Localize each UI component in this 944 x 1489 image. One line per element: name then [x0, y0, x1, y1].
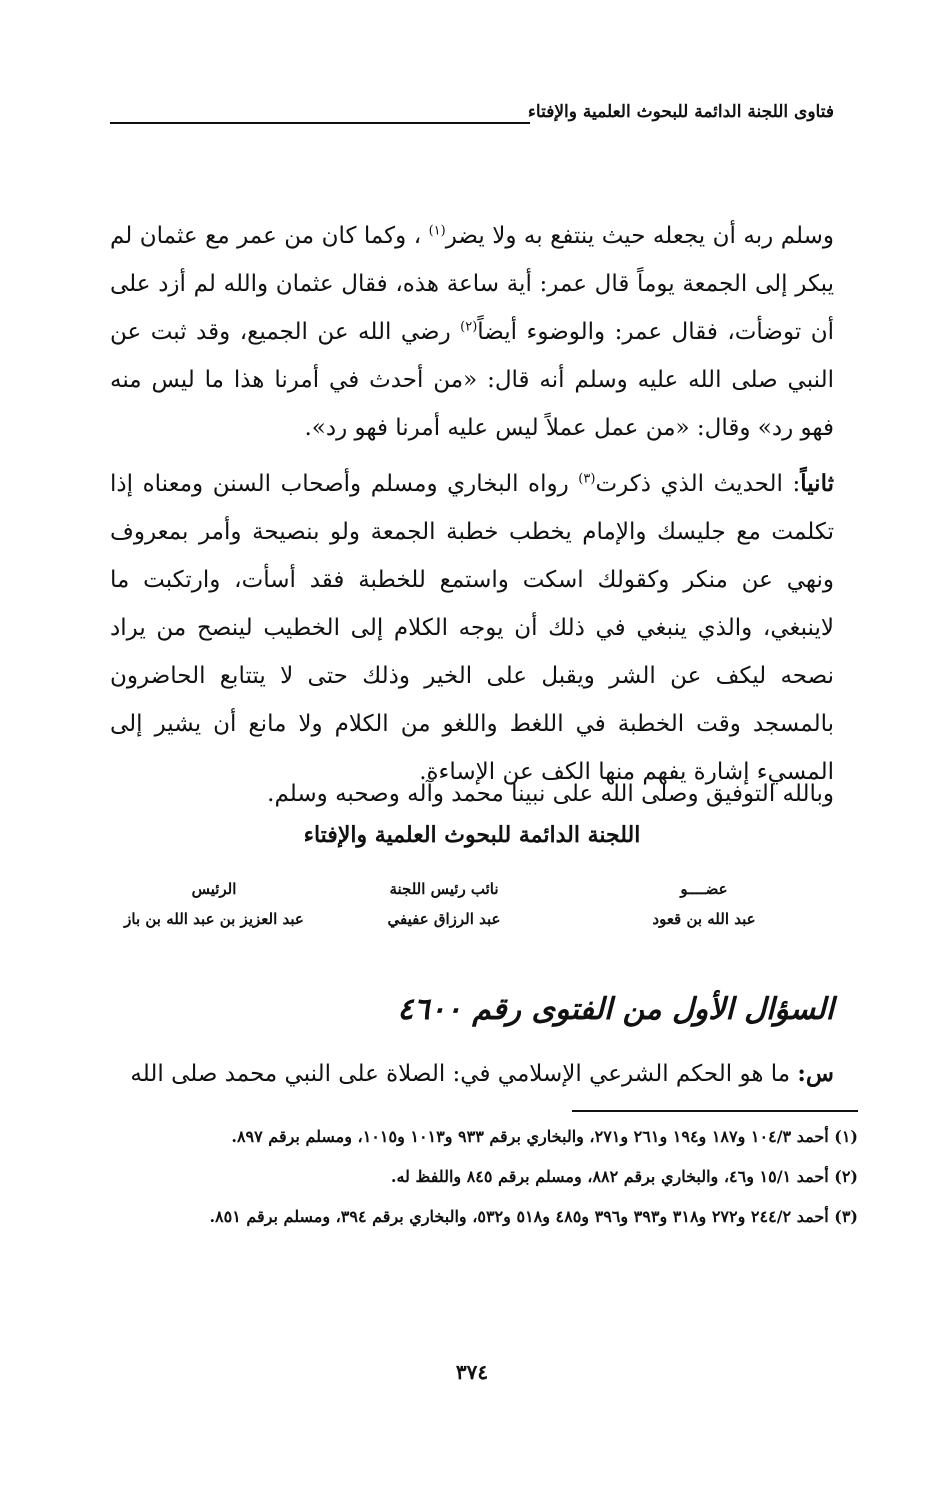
paragraph-1-text-c: رضي الله عن الجميع، وقد ثبت عن النبي صلى الله عليه وسلم أنه قال: «من أحدث في أمرنا هذا ما ليس منه فهو رد» وقال: «من عمل عملاً ليس عليه أمرنا فهو رد». — [110, 319, 834, 441]
signatory-role: الرئيس — [191, 880, 237, 898]
paragraph-1-text-a: وسلم ربه أن يجعله حيث ينتفع به ولا يضر — [445, 223, 834, 249]
signatory-member — [594, 874, 814, 934]
footnote-1: (١) أحمد ١٠٤/٣ و١٨٧ و١٩٤ و٢٦١ و٢٧١، والبخاري برقم ٩٣٣ و١٠١٣ و١٠١٥، ومسلم برقم ٨٩٧. — [231, 1127, 858, 1146]
footnote-ref-3: (٣) — [578, 471, 596, 487]
committee-name: اللجنة الدائمة للبحوث العلمية والإفتاء — [303, 822, 641, 848]
footnote-ref-1: (١) — [428, 223, 446, 239]
paragraph-2-text-b: رواه البخاري ومسلم وأصحاب السنن ومعناه إذا تكلمت مع جليسك والإمام يخطب خطبة الجمعة ولو بنصيحة وأمر بمعروف ونهي عن منكر وكقولك اسكت واستمع للخطبة فقد أسأت، وارتكبت ما لاينبغي، والذي ينبغي في ذلك أن يوجه الكلام إلى الخطيب لينصح من يراد نصحه ليكف عن الشر ويقبل على الخير وذلك حتى لا يتتابع الحاضرون بالمسجد وقت الخطبة في اللغط واللغو من الكلام ولا مانع أن يشير إلى المسيء إشارة يفهم منها الكف عن الإساءة. — [110, 471, 834, 785]
paragraph-2-lead: ثانياً — [800, 470, 834, 497]
signatory-name: عبد الله بن قعود — [652, 910, 756, 928]
signatory-name: عبد الرزاق عفيفي — [387, 910, 501, 928]
page-number: ٣٧٤ — [455, 1360, 489, 1384]
paragraph-2 — [110, 460, 834, 796]
question-label: س: — [797, 1060, 834, 1087]
footnote-3: (٣) أحمد ٢٤٤/٢ و٢٧٢ و٣١٨ و٣٩٣ و٣٩٦ و٤٨٥ و٥١٨ و٥٣٢، والبخاري برقم ٣٩٤، ومسلم برقم ٨٥١. — [209, 1207, 858, 1226]
question-text: ما هو الحكم الشرعي الإسلامي في: الصلاة على النبي محمد صلى الله — [130, 1061, 798, 1087]
paragraph-1-text-b: ، وكما كان من عمر مع عثمان لم يبكر إلى الجمعة يوماً قال عمر: أية ساعة هذه، فقال عثمان والله لم أزد على أن توضأت، فقال عمر: والوضوء أيضاً — [110, 223, 834, 345]
signatory-chairman — [84, 874, 344, 934]
running-header-title: فتاوى اللجنة الدائمة للبحوث العلمية والإفتاء — [527, 102, 834, 122]
signatory-role: عضــــو — [680, 880, 728, 898]
closing-prayer: وبالله التوفيق وصلى الله على نبينا محمد وآله وصحبه وسلم. — [267, 781, 834, 807]
footnote-2: (٢) أحمد ١٥/١ و٤٦، والبخاري برقم ٨٨٢، ومسلم برقم ٨٤٥ واللفظ له. — [390, 1167, 858, 1186]
running-header — [110, 102, 834, 132]
footnote-ref-2: (٢) — [460, 319, 478, 335]
paragraph-2-text-a: : الحديث الذي ذكرت — [595, 471, 801, 497]
signatory-name: عبد العزيز بن عبد الله بن باز — [124, 910, 304, 928]
paragraph-1 — [110, 212, 834, 452]
header-rule — [110, 122, 530, 124]
question — [110, 1054, 834, 1094]
fatwa-heading: السؤال الأول من الفتوى رقم ٤٦٠٠ — [397, 992, 834, 1027]
signatory-role: نائب رئيس اللجنة — [389, 880, 499, 898]
footnotes — [110, 1120, 858, 1240]
footnote-separator — [572, 1110, 858, 1112]
signatory-deputy — [334, 874, 554, 934]
